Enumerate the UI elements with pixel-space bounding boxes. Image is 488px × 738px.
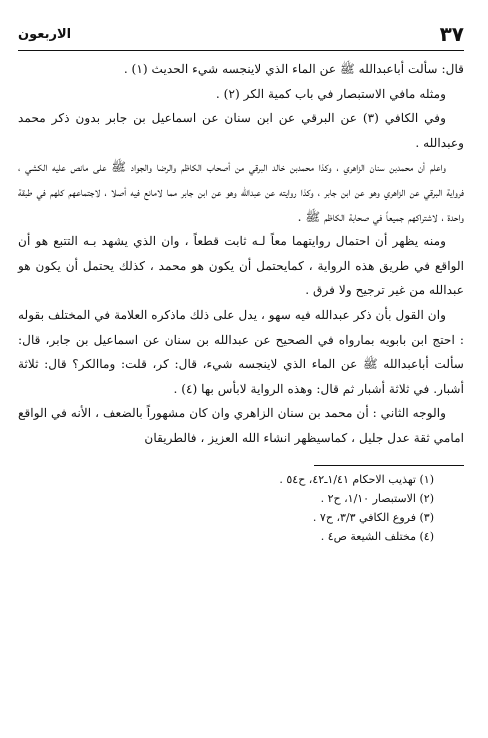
paragraph: واعلم أن محمدبن سنان الزاهري ، وكذا محمدبن خالد البرقي من أصحاب الكاظم والرضا والجواد ﷺ على مانص عليه الكشي ، فرواية البرقي عن الزاهري وهو عن ابن جابر ، وكذا روايته عن عبدالله وهو عن ابن جابر مما لامانع فيه أصلا ، لاجتماعهم كلهم في طبقة واحدة ، لاشتراكهم جميعاً في صحابة الكاظم ﷺ . bbox=[18, 160, 464, 224]
running-title: الاربعون bbox=[18, 26, 72, 42]
body-text bbox=[18, 57, 464, 451]
paragraph: قال: سألت أباعبدالله ﷺ عن الماء الذي لاينجسه شيء الحديث (١) . bbox=[123, 62, 464, 76]
page-header bbox=[18, 20, 464, 48]
paragraph: والوجه الثاني : أن محمد بن سنان الزاهري وان كان مشهوراً بالضعف ، الأنه في الواقع امامي ثقة عدل جليل ، كماسيظهر انشاء الله العزيز ، فالطريقان bbox=[18, 406, 464, 445]
footnote-divider bbox=[314, 465, 464, 466]
page-number: ٣٧ bbox=[439, 22, 464, 46]
header-divider bbox=[18, 50, 464, 51]
footnote: (١) تهذيب الاحكام ١/٤١ـ٤٢، ح٥٤ . bbox=[279, 472, 434, 486]
paragraph: ومنه يظهر أن احتمال روايتهما معاً لـه ثابت قطعاً ، وان الذي يشهد بـه التتبع هو أن الواقع في طريق هذه الرواية ، كمايحتمل أن يكون هو محمد ، كذلك يحتمل أن يكون هو عبدالله من غير ترجيح ولا فرق . bbox=[18, 234, 464, 298]
paragraph: وفي الكافي (٣) عن البرقي عن ابن سنان عن اسماعيل بن جابر بدون ذكر محمد وعبدالله . bbox=[18, 111, 464, 150]
footnote: (٤) مختلف الشيعة ص٤ . bbox=[320, 529, 434, 543]
footnote: (٣) فروع الكافي ٣/٣، ح٧ . bbox=[312, 510, 434, 524]
footnotes bbox=[18, 470, 464, 546]
paragraph: ومثله مافي الاستبصار في باب كمية الكر (٢) . bbox=[215, 86, 446, 101]
paragraph: وان القول بأن ذكر عبدالله فيه سهو ، يدل على ذلك ماذكره العلامة في المختلف بقوله : احتج ابن بابويه بمارواه في الصحيح عن عبدالله بن سنان عن اسماعيل بن جابر، قال: سألت أباعبدالله ﷺ عن الماء الذي لاينجسه شيء، قال: كر، قلت: وماالكر؟ قال: ثلاثة أشبار. في ثلاثة أشبار ثم قال: وهذه الرواية لابأس بها (٤) . bbox=[18, 307, 464, 396]
footnote: (٢) الاستبصار ١/١٠، ح٢ . bbox=[320, 491, 434, 505]
